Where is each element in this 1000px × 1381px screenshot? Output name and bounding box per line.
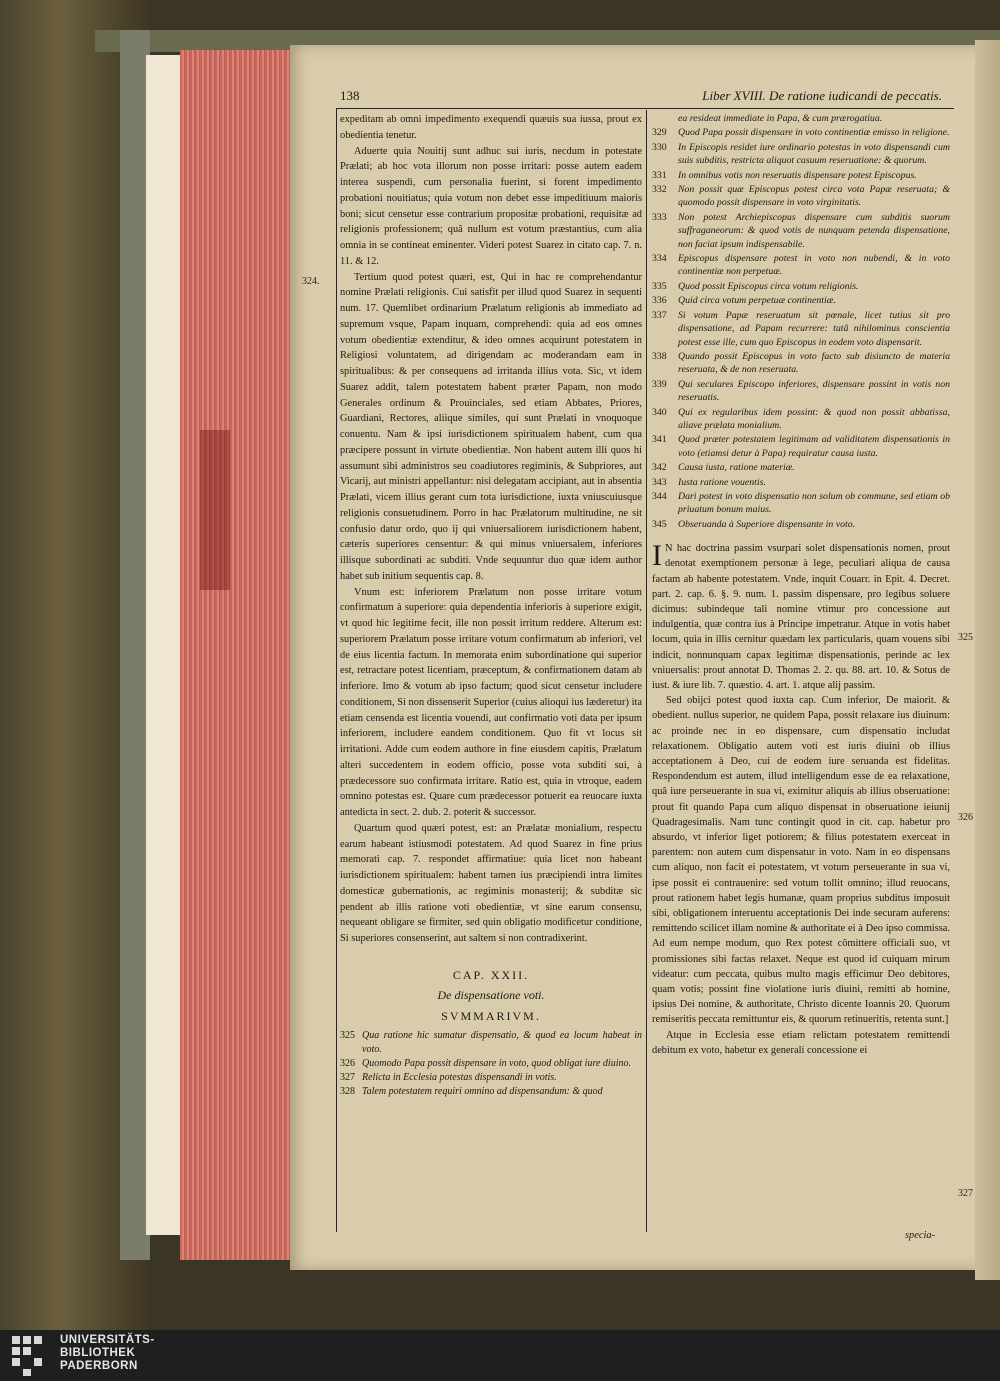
summary-item <box>652 141 950 168</box>
summary-item <box>340 1071 642 1085</box>
summary-item <box>652 378 950 405</box>
summary-text: Qui ex regularibus idem possint: & quod non possit abbatissa, aliave prælata monialium. <box>678 406 950 431</box>
summary-item <box>652 280 950 293</box>
summary-item <box>652 183 950 210</box>
chapter-heading: CAP. XXII. <box>452 967 530 982</box>
paragraph: Atque in Ecclesia esse etiam relictam potestatem remittendi debitum ex voto, habetur ex generali concessione ei <box>652 1029 950 1056</box>
summary-item <box>652 252 950 279</box>
summary-number: 336 <box>652 295 667 307</box>
summary-number: 325 <box>340 1029 355 1041</box>
summary-text: Quomodo Papa possit dispensare in voto, quod obligat iure diuino. <box>362 1057 631 1069</box>
summary-text: Quod præter potestatem legitimam ad validitatem dispensationis in voto (etiamsi detur à Papa) requiratur causa iusta. <box>678 434 950 459</box>
summary-item <box>652 406 950 433</box>
summary-number: 342 <box>652 462 667 474</box>
summary-number: 327 <box>340 1071 355 1083</box>
summary-item <box>652 518 950 531</box>
summary-number: 332 <box>652 184 667 196</box>
summary-text: Quid circa votum perpetuæ continentiæ. <box>678 295 836 307</box>
summary-text: Relicta in Ecclesia potestas dispensandi in votis. <box>362 1071 557 1083</box>
summary-item <box>652 211 950 251</box>
column-divider <box>646 110 647 1232</box>
summary-text: Quod Papa possit dispensare in voto continentiæ emisso in religione. <box>678 127 950 139</box>
summary-item <box>652 294 950 307</box>
paragraph-text: N hac doctrina passim vsurpari solet dispensationis nomen, prout denotat exemptionem personæ à lege, peculiari aliqua de causa factam ab habente potestatem. Vnde, inquit Couarr. in Epit. 4. Decret. part. 2. cap. 6. §. 9. num. 1. passim dispensare, pro legibus soluere dicimus: subindeque tali nomine vtimur pro concessione aut indulgentia, quæ contra ius à Principe impetratur. Atque in votis habet locum, quia in illis cernitur quædam lex particularis, quam vouens sibi indicit, nonnunquam capax legitimæ dispensationis, perinde ac lex vniuersalis: prout annotat D. Thomas 2. 2. qu. 88. art. 10. & Sotus de iust. & iure lib. 7. quæstio. 4. art. 1. atque alij passim. <box>652 543 950 692</box>
page-header <box>340 88 952 108</box>
summary-text: Qui seculares Episcopo inferiores, dispensare possint in votis non reseruatis. <box>678 378 950 404</box>
summary-number: 329 <box>652 127 667 139</box>
summary-text: In Episcopis residet iure ordinario potestas in voto dispensandi cum suis subditis, restricta aliquot casuum reseruatione: & quorum. <box>678 141 950 167</box>
page-right-edge <box>975 40 1000 1280</box>
margin-number-324: 324. <box>302 276 320 287</box>
summary-heading: SVMMARIVM. <box>441 1008 541 1023</box>
margin-number-327: 327 <box>958 1188 973 1199</box>
summary-text: Dari potest in voto dispensatio non solum ob commune, sed etiam ob priuatum bonum maius. <box>678 490 950 516</box>
summary-item <box>340 1029 642 1057</box>
summary-number: 328 <box>340 1085 355 1097</box>
summary-item <box>340 1085 642 1099</box>
summary-text: Si votum Papæ reseruatum sit pœnale, licet tutius sit pro dispensatione, ad Papam recurrere: tutâ nihilominus conscientia potest esse ille, cum quo Episcopus in eodem voto dispensarit. <box>678 309 950 348</box>
summary-text: Non possit quæ Episcopus potest circa vota Papæ reseruata; & quomodo possit dispensare in voto virginitatis. <box>678 184 950 209</box>
summary-text: In omnibus votis non reseruatis dispensare potest Episcopus. <box>678 169 917 181</box>
summary-item <box>652 461 950 474</box>
catchword: specia- <box>905 1230 936 1241</box>
paragraph: Sed obijci potest quod iuxta cap. Cum inferior, De maiorit. & obedient. nullus superior, ne quidem Papa, possit relaxare ius diuinum: ac proinde nec in eo dispensare, cum dispensatio includat relaxationem. Obligatio autem voti est iuris diuini ob illius acceptationem à Deo, cui de eodem iure seruanda est fidelitas. Respondendum est autem, illud intelligendum esse de ea relaxatione, quâ iure perseuerante in sua vi, eximitur aliquis ab illius obseruatione: prout fit quando Papa cum aliquo dispensat in obseruatione ieiunij Quadragesimalis. Nam tunc contingit quod in cit. cap. habetur pro absurdo, vt inferior liget potiorem; & filius potestatem exerceat in parentem: non autem cum dispensatur in voto. Nam in eo dispensans cum aliquo, non facit ei potestatem, vt votum perseuerante in sua vi, ipse possit ei contrauenire: sed votum tollit omnino; illud reuocans, prout rationem habet legis humanæ, quam proprius subditus imposuit sibi, obligationem interuentu acceptationis Dei inde securam auferens: remittendo scilicet illam nomine & authoritate ei à Deo ipso commissa. Ad eum nempe modum, quo Rex potest cõmittere officiali suo, vt promissiones sibi factas relaxet. Neque est quod id cuiquam mirum videatur: cum peccata, quibus multo magis efficimur Deo debitores, quam votis; possint fine violatione iuris diuini, remitti ab homine, ipsius Dei nomine, & authoritate, Christo dicente Ioannis 20. Quorum remiseritis peccata remittuntur eis, & quorum retinueritis, retenta sunt.] <box>652 695 950 1026</box>
summary-number: 334 <box>652 253 667 265</box>
paragraph: Quartum quod quæri potest, est: an Prælatæ monialium, respectu earum habeant istiusmodi potestatem. Ad quod Suarez in fine prius memorati cap. 7. respondet affirmatiue: quia licet non habeant iurisdictionem spiritualem: habent tamen ius præcipiendi intra limites domesticæ gubernationis, ac regiminis monasterij; & subditæ sic pendent ab illis ratione voti obedientiæ, vt sine earum consensu, nequeant obligare se firmiter, sed quin obligatio modificetur conditione, Si superiores consenserint, aut saltem si non contradixerint. <box>340 822 642 944</box>
library-name: UNIVERSITÄTS- BIBLIOTHEK PADERBORN <box>60 1334 155 1372</box>
drop-cap: I <box>652 539 662 573</box>
paragraph: Vnum est: inferiorem Prælatum non posse irritare votum confirmatum à superiore: quia dependentia inferioris à superiore exigit, vt quod hic legitime fecit, ille non possit irritum reddere. Alterum est: superiorem Prælatum posse irritare votum confirmatum ab inferiori, vel de eius licentia factum. In memorata enim subordinatione qui superior est, retractare potest licentiam, præceptum, & confirmationem datam ab inferiore. Imo & votum ab ipso factum; quod sicut censetur includere conditionem, Si non dissenserit Superior (cuius alioqui ius læderetur) ita etiam censenda est licentia vouendi, aut confirmatio voti data per ipsum inferiorem, includere eandem conditionem. Quo fit vt locus sit irritationi. Adde cum eodem authore in fine eiusdem capitis, Prælatum alteri succedentem in eodem officio, posse vota subditi sui, à prædecessore suo confirmata irritare. Ratio est, quia in vtroque, eadem omnino potestas est. Quare cum prædecessor potuerit ea reuocare iuxta antedicta in sect. 2. dub. 2. poterit & successor. <box>340 586 642 818</box>
summary-item <box>340 1057 642 1071</box>
red-page-edges <box>180 50 292 1260</box>
summary-number: 333 <box>652 211 667 223</box>
summary-item <box>652 112 950 125</box>
summary-text: Quando possit Episcopus in voto facto sub disiuncto de materia reseruata, & de non reseruata. <box>678 350 950 376</box>
chapter-title: De dispensatione voti. <box>437 987 545 1002</box>
summary-text: ea resideat immediate in Papa, & cum prærogatiua. <box>678 113 883 124</box>
margin-number-325: 325 <box>958 632 973 643</box>
summary-text: Causa iusta, ratione materiæ. <box>678 462 795 474</box>
paragraph: Tertium quod potest quæri, est, Qui in hac re comprehendantur nomine Prælati religionis. Cui satisfit per illud quod Suarez in sequenti num. 17. Quemlibet ordinarium Prælatum religionis ab immediato ad supremum vsque, Papam inquam, comprehendi: quia ad eos omnes votum obedientiæ extenditur, & ideo omnes acquirunt potestatem in Religiosi voluntatem, ad dirigendam ac moderandam eam in spiritualibus: & per consequens ad irritanda illius vota. Sic, vt idem Suarez addit, talem potestatem habent præter Papam, non modo Generales ordinum & Prouinciales, sed etiam Abbates, Priores, Guardiani, Rectores, aliique similes, qui sunt Prælati in vnoquoque conuentu. Nam & ipsi iurisdictionem spiritualem habent, cum qua præcipere possunt in virtute obedientiæ. Non habent autem illi quos hi assumunt sibi administros seu coadiutores regiminis, & Subpriores, aut Vicarij, aut ministri appellantur: nisi delegatam accipiant, aut in absentia Prælati, vicem illius gerant cum tota iurisdictione, iuxta vniuscuiusque religionis consuetudinem. Porro in hac Prælatorum multitudine, ne sit confusio datur ordo, quo ij qui vniuersaliorem iurisdictionem habent, cæteris superiores censentur: & qui minus vniuersalem, inferiores illisque subordinati ac subditi. Vnde sequuntur duo quæ idem author habet sub initium sequentis cap. 8. <box>340 271 642 582</box>
margin-number-326: 326 <box>958 812 973 823</box>
page-number: 138 <box>340 88 360 103</box>
left-column <box>340 112 642 1099</box>
header-rule <box>336 108 954 109</box>
summary-item <box>652 433 950 460</box>
left-border-rule <box>336 108 337 1232</box>
right-column <box>652 112 950 1058</box>
summary-number: 331 <box>652 169 667 181</box>
summary-number: 337 <box>652 309 667 321</box>
summary-number: 326 <box>340 1057 355 1069</box>
summary-number: 339 <box>652 378 667 390</box>
summary-item <box>652 126 950 139</box>
summary-number: 330 <box>652 141 667 153</box>
summary-number: 338 <box>652 350 667 362</box>
summary-text: Non potest Archiepiscopus dispensare cum subditis suorum suffraganeorum: & quod votis de nunquam petenda dispensatione, non faciat ipsum indispensabile. <box>678 211 950 250</box>
running-title: Liber XVIII. De ratione iudicandi de peccatis. <box>702 88 942 103</box>
summary-text: Obseruanda à Superiore dispensante in voto. <box>678 518 856 530</box>
summary-text: Talem potestatem requiri omnino ad dispensandum: & quod <box>362 1085 603 1097</box>
summary-list <box>340 1029 642 1099</box>
library-logo-icon <box>12 1336 52 1376</box>
summary-number: 344 <box>652 490 667 502</box>
summary-item <box>652 309 950 349</box>
summary-item <box>652 350 950 377</box>
summary-item <box>652 490 950 517</box>
paragraph: expeditam ab omni impedimento exequendi quæuis sua iussa, prout ex obedientia tenetur. <box>340 114 642 141</box>
chapter-body <box>652 541 950 1058</box>
paragraph <box>652 541 950 693</box>
summary-text: Iusta ratione vouentis. <box>678 476 766 488</box>
summary-item <box>652 169 950 182</box>
summary-number: 345 <box>652 518 667 530</box>
summary-text: Qua ratione hic sumatur dispensatio, & quod ea locum habeat in voto. <box>362 1029 642 1055</box>
summary-text: Episcopus dispensare potest in voto non nubendi, & in voto continentiæ non perpetuæ. <box>678 253 950 278</box>
summary-number: 341 <box>652 434 667 446</box>
ink-stain <box>200 430 230 590</box>
summary-number: 343 <box>652 476 667 488</box>
summary-item <box>652 476 950 489</box>
summary-number: 335 <box>652 280 667 292</box>
summary-number: 340 <box>652 406 667 418</box>
paragraph: Aduerte quia Nouitij sunt adhuc sui iuris, necdum in potestate Prælati; ab hoc vota illorum non posse irritari: posse autem eadem interea suspendi, cum personalia fuerint, si forent impedimento probationi nouitiatus; quia votum non debet esse impeditiuum maioris boni; sicut censetur esse contrarium propositæ probationi, requisitæ ad religionis professionem; quâ nullum est votum præstantius, cum alia omnia in se contineat eminenter. Videri potest Suarez in citato cap. 7. n. 11. & 12. <box>340 145 642 267</box>
summary-text: Quod possit Episcopus circa votum religionis. <box>678 280 859 292</box>
